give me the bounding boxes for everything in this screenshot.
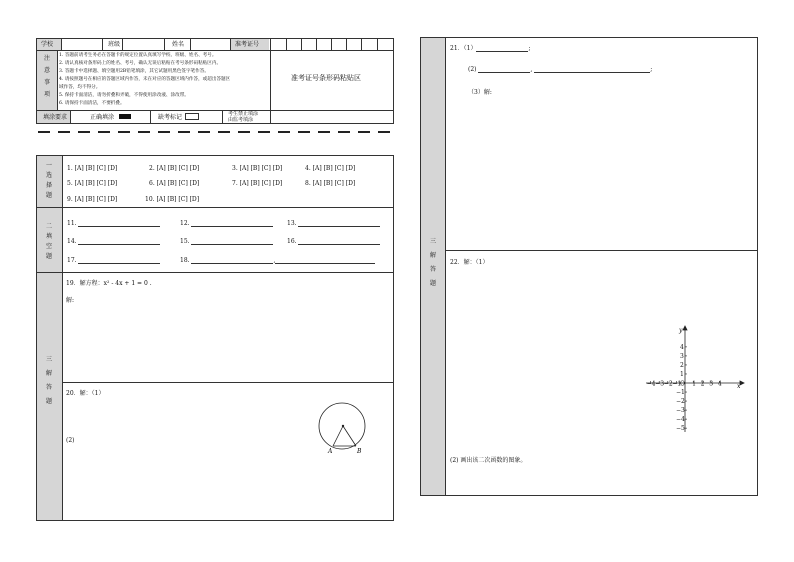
coordinate-plane[interactable]	[640, 322, 750, 438]
notes-side-3: 事	[43, 79, 50, 86]
correct-fill-label: 正确填涂	[90, 114, 115, 121]
q21-part2[interactable]: (2) , ;	[468, 66, 653, 73]
class-label: 班级	[108, 41, 121, 48]
notes-side-4: 项	[43, 91, 50, 98]
choice-item[interactable]: 6. [A] [B] [C] [D]	[149, 180, 200, 187]
side-char: 选	[45, 172, 52, 179]
x-tick-label: 3	[709, 380, 714, 388]
side-char: 题	[45, 398, 52, 405]
side-char: 答	[429, 266, 436, 273]
q22-part2: (2) 画出该二次函数的图象。	[450, 457, 527, 464]
absent-note-1: 考生禁止填涂	[228, 111, 259, 117]
fill-item[interactable]: 11.	[67, 220, 160, 227]
notes-side-1: 注	[43, 55, 50, 62]
chord-OB	[343, 426, 356, 446]
x-tick-label: O	[680, 380, 685, 388]
note-3: 3. 答题卡中选择题、填空题用2B铅笔填涂，其它试题用黑色签字笔作答。	[59, 69, 209, 74]
y-tick-label: −5	[676, 425, 685, 433]
choice-item[interactable]: 10. [A] [B] [C] [D]	[145, 196, 200, 203]
correct-fill-sample	[119, 114, 131, 119]
side-char: 三	[45, 356, 52, 363]
fill-item[interactable]: 17.	[67, 257, 160, 264]
name-label: 姓名	[172, 41, 185, 48]
y-tick-label: −3	[676, 407, 685, 415]
x-tick-label: −1	[672, 380, 682, 388]
q21-part3: （3）解:	[468, 89, 492, 96]
note-2: 2. 请认真核对条形码上的姓名、考号，确认无误后粘贴在考号条形码粘贴区内。	[59, 61, 222, 66]
y-tick-label: 4	[680, 343, 684, 351]
x-tick-label: −4	[646, 380, 656, 388]
name-field[interactable]	[191, 39, 229, 50]
y-tick-label: −1	[676, 389, 685, 397]
exam-id-label: 准考证号	[235, 41, 260, 48]
x-tick-label: 2	[700, 380, 705, 388]
y-axis-arrow	[683, 326, 687, 330]
y-tick-label: −4	[676, 416, 685, 424]
note-1: 1. 答题前请考生务必在答题卡的规定位置认真填写学校、班级、姓名、考号。	[59, 53, 217, 58]
side-char: 解	[45, 370, 52, 377]
x-tick-label: 4	[717, 380, 722, 388]
q21-title[interactable]: 21．（1） ;	[450, 45, 531, 52]
x-tick-label: 1	[692, 380, 696, 388]
x-tick-label: −2	[663, 380, 673, 388]
q20-part2: (2)	[66, 437, 75, 444]
choice-item[interactable]: 2. [A] [B] [C] [D]	[149, 165, 200, 172]
q20-answer-area[interactable]	[63, 400, 313, 518]
side-char: 择	[45, 182, 52, 189]
x-axis-arrow	[740, 381, 744, 385]
side-char: 解	[429, 252, 436, 259]
notes-side-2: 意	[43, 67, 50, 74]
q22-answer-area[interactable]	[446, 270, 626, 450]
side-char: 空	[45, 243, 52, 250]
absent-note-2: 由监考填涂	[228, 117, 254, 123]
q19-title: 19．解方程：x² - 4x + 1 = 0 .	[66, 280, 152, 287]
label-A: A	[328, 448, 333, 455]
chord-OA	[333, 426, 343, 446]
label-B: B	[357, 448, 362, 455]
side-char: 题	[45, 192, 52, 199]
choice-item[interactable]: 7. [A] [B] [C] [D]	[232, 180, 283, 187]
choice-item[interactable]: 3. [A] [B] [C] [D]	[232, 165, 283, 172]
side-char: 二	[45, 223, 52, 230]
fill-item[interactable]: 16.	[287, 238, 380, 245]
absent-mark-box[interactable]	[185, 113, 199, 120]
y-tick-label: 1	[680, 370, 684, 378]
note-4: 4. 请按照题号在相应的答题区域内作答，未在对应的答题区域内作答，或超出答题区	[59, 77, 231, 82]
fill-example-label: 填涂要求	[43, 114, 68, 121]
fill-item[interactable]: 14.	[67, 238, 160, 245]
x-tick-label: −3	[655, 380, 665, 388]
y-tick-label: 2	[680, 361, 684, 369]
side-char: 答	[45, 384, 52, 391]
school-label: 学校	[41, 41, 54, 48]
choice-item[interactable]: 9. [A] [B] [C] [D]	[67, 196, 118, 203]
choice-item[interactable]: 1. [A] [B] [C] [D]	[67, 165, 118, 172]
q19-answer-area[interactable]	[63, 307, 393, 381]
note-5: 域作答，均不得分。	[59, 85, 101, 90]
q21-answer-area[interactable]	[446, 100, 757, 248]
note-6: 5. 保持卡面清洁，请勿折叠和弄破，不得使用涂改液、涂改带。	[59, 93, 189, 98]
absent-mark-label: 缺考标记	[158, 114, 183, 121]
circle-figure	[316, 400, 368, 456]
fill-item[interactable]: 15.	[180, 238, 273, 245]
q19-answer: 解:	[66, 297, 75, 304]
fill-item[interactable]: 13.	[287, 220, 380, 227]
q22-title: 22．解：（1）	[450, 259, 489, 266]
y-tick-label: 3	[680, 352, 684, 360]
x-axis-label: x	[737, 383, 741, 390]
fill-item[interactable]: 12.	[180, 220, 273, 227]
side-char: 一	[45, 162, 52, 169]
choice-item[interactable]: 4. [A] [B] [C] [D]	[305, 165, 356, 172]
side-char: 题	[429, 280, 436, 287]
fill-item[interactable]: 18. ,	[180, 257, 375, 264]
barcode-area-label[interactable]: 准考证号条形码粘贴区	[291, 74, 361, 82]
side-char: 题	[45, 253, 52, 260]
class-field[interactable]	[123, 39, 163, 50]
side-char: 三	[429, 238, 436, 245]
note-7: 6. 请保持卡面清洁，不要折叠。	[59, 101, 125, 106]
side-char: 填	[45, 233, 52, 240]
y-axis-label: y	[679, 327, 683, 334]
y-tick-label: −2	[676, 398, 685, 406]
center-dot	[342, 425, 344, 427]
choice-item[interactable]: 5. [A] [B] [C] [D]	[67, 180, 118, 187]
choice-item[interactable]: 8. [A] [B] [C] [D]	[305, 180, 356, 187]
q20-title: 20．解：（1）	[66, 390, 105, 397]
school-field[interactable]	[62, 39, 102, 50]
